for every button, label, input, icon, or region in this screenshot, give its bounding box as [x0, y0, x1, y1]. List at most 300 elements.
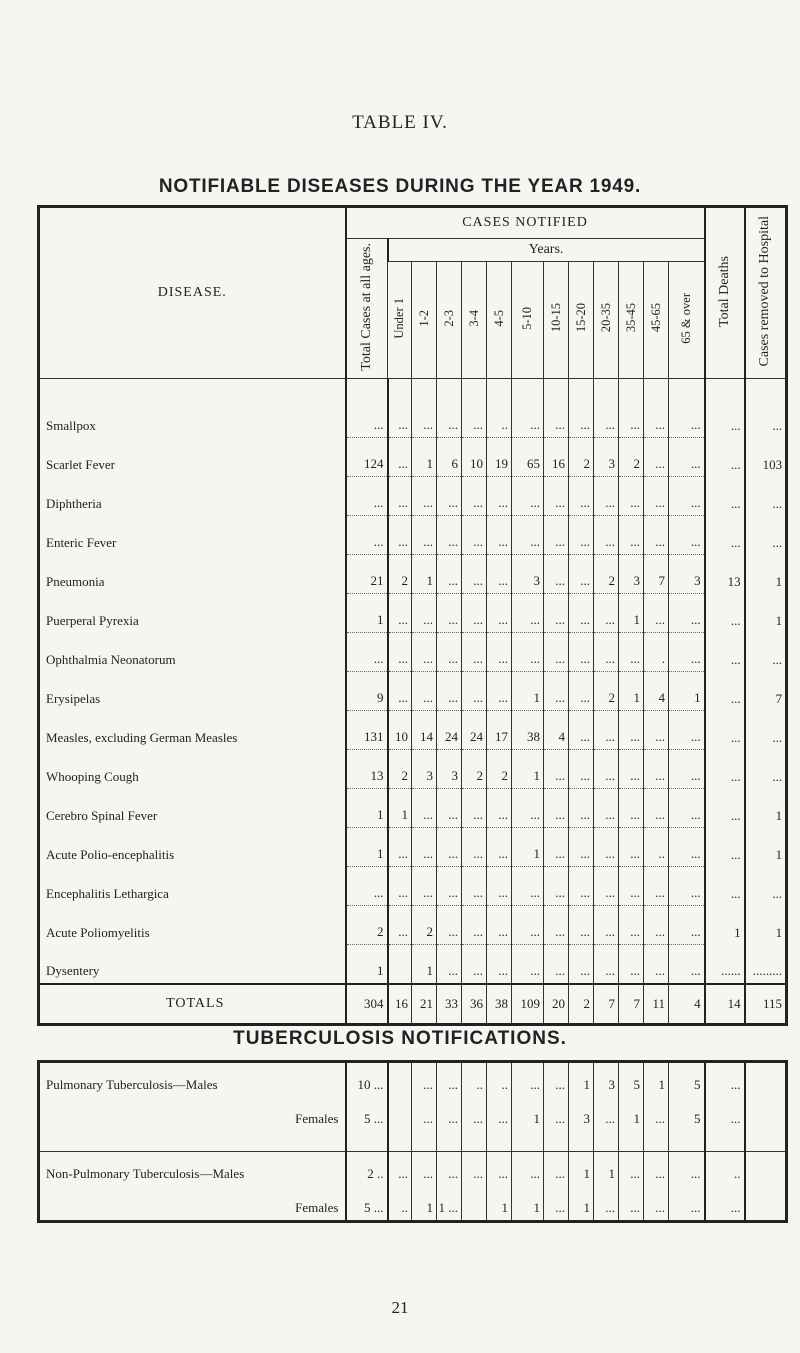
- table-cell: ...: [705, 828, 745, 867]
- table-cell: ...: [437, 1062, 462, 1098]
- table-cell: ...: [619, 906, 644, 945]
- table-cell: ...: [544, 750, 569, 789]
- tb-category-name: Pulmonary Tuberculosis—Males: [39, 1062, 346, 1098]
- table-cell: ...: [569, 750, 594, 789]
- table-cell: 3: [437, 750, 462, 789]
- table-cell: 65: [512, 438, 544, 477]
- table-cell: ...: [619, 477, 644, 516]
- table-row: [39, 906, 787, 945]
- table-cell: ...: [705, 477, 745, 516]
- disease-name: Pneumonia: [39, 555, 346, 594]
- table-row: [39, 516, 787, 555]
- table-cell: 2: [412, 906, 437, 945]
- total-cell: 304: [346, 984, 388, 1025]
- total-cell: 7: [619, 984, 644, 1025]
- table-row: [39, 828, 787, 867]
- table-cell: 5: [669, 1062, 705, 1098]
- table-cell: 2: [346, 906, 388, 945]
- table-cell: ...: [462, 867, 487, 906]
- disease-name: Smallpox: [39, 399, 346, 438]
- table-cell: ...: [487, 477, 512, 516]
- table-cell: ...: [437, 789, 462, 828]
- table-cell: ...: [388, 594, 412, 633]
- table-cell: ...: [669, 867, 705, 906]
- table-cell: ...: [512, 945, 544, 985]
- table-cell: ...: [705, 438, 745, 477]
- table-cell: 131: [346, 711, 388, 750]
- total-cell: 4: [669, 984, 705, 1025]
- table-cell: ...: [619, 750, 644, 789]
- table-cell: ...: [669, 1186, 705, 1222]
- table-cell: ...: [594, 1186, 619, 1222]
- age-column-header: 10-15: [544, 262, 569, 379]
- table-cell: 3: [594, 1062, 619, 1098]
- table-cell: 10: [388, 711, 412, 750]
- table-cell: ...: [544, 477, 569, 516]
- table-cell: ...: [644, 438, 669, 477]
- disease-name: Diphtheria: [39, 477, 346, 516]
- table-cell: 10: [462, 438, 487, 477]
- table-cell: ...: [705, 1062, 745, 1098]
- table-cell: ...: [388, 477, 412, 516]
- table-cell: ...: [487, 594, 512, 633]
- total-cell: 11: [644, 984, 669, 1025]
- table-cell: ...: [487, 945, 512, 985]
- age-column-header: 35-45: [619, 262, 644, 379]
- table-cell: [462, 1186, 487, 1222]
- table-cell: ...: [437, 516, 462, 555]
- table-cell: ...: [437, 1152, 462, 1187]
- table-cell: ..: [388, 1186, 412, 1222]
- table-cell: ...: [437, 555, 462, 594]
- table-cell: ...: [745, 711, 787, 750]
- table-row: [39, 867, 787, 906]
- table-cell: 5: [619, 1062, 644, 1098]
- table-cell: ...: [512, 594, 544, 633]
- page-number: 21: [391, 1298, 409, 1317]
- table-cell: ...: [669, 399, 705, 438]
- table-cell: 1: [412, 438, 437, 477]
- table-row: [39, 555, 787, 594]
- table-cell: ...: [644, 906, 669, 945]
- table-cell: ...: [745, 399, 787, 438]
- table-cell: ...: [594, 750, 619, 789]
- table-cell: ...: [388, 633, 412, 672]
- table-cell: ...: [388, 516, 412, 555]
- table-cell: ...: [512, 906, 544, 945]
- table-cell: 1: [745, 789, 787, 828]
- table-cell: ...: [669, 1152, 705, 1187]
- table-cell: ...: [487, 633, 512, 672]
- table-cell: 1: [346, 594, 388, 633]
- table-cell: ...: [569, 789, 594, 828]
- table-cell: ...: [745, 633, 787, 672]
- table-row: [39, 1186, 787, 1222]
- table-cell: ...: [487, 672, 512, 711]
- table-cell: ...: [669, 516, 705, 555]
- table-cell: 1: [512, 828, 544, 867]
- table-cell: ...: [705, 1186, 745, 1222]
- disease-name: Ophthalmia Neonatorum: [39, 633, 346, 672]
- table-cell: 10 ...: [346, 1062, 388, 1098]
- table-cell: ...: [644, 867, 669, 906]
- table-cell: ...: [669, 594, 705, 633]
- totals-row: [39, 984, 787, 1025]
- table-cell: ...: [462, 789, 487, 828]
- table-cell: ...: [594, 633, 619, 672]
- table-cell: ...: [487, 555, 512, 594]
- table-cell: ...: [412, 399, 437, 438]
- table-cell: 38: [512, 711, 544, 750]
- table-cell: ...: [346, 867, 388, 906]
- disease-name: Puerperal Pyrexia: [39, 594, 346, 633]
- table-cell: ...: [669, 750, 705, 789]
- tuberculosis-title: TUBERCULOSIS NOTIFICATIONS.: [233, 1028, 567, 1049]
- table-cell: ...: [594, 399, 619, 438]
- totals-label: TOTALS: [39, 984, 346, 1025]
- table-row: [39, 711, 787, 750]
- table-cell: 4: [644, 672, 669, 711]
- table-cell: 3: [569, 1097, 594, 1131]
- table-cell: ...: [569, 828, 594, 867]
- years-header: Years.: [388, 239, 705, 262]
- table-cell: 1: [745, 555, 787, 594]
- table-cell: [388, 1062, 412, 1098]
- total-cell: 36: [462, 984, 487, 1025]
- age-column-header: 3-4: [462, 262, 487, 379]
- table-cell: 2: [594, 555, 619, 594]
- table-cell: ...: [745, 516, 787, 555]
- total-cell: 115: [745, 984, 787, 1025]
- table-cell: ..: [487, 1062, 512, 1098]
- table-cell: 2: [462, 750, 487, 789]
- table-cell: ...: [346, 477, 388, 516]
- table-cell: 1: [569, 1186, 594, 1222]
- table-cell: 2 ..: [346, 1152, 388, 1187]
- table-cell: ...: [544, 1097, 569, 1131]
- table-row: [39, 438, 787, 477]
- table-cell: ...: [544, 828, 569, 867]
- table-cell: ...: [437, 399, 462, 438]
- table-cell: ...: [745, 867, 787, 906]
- table-cell: ...: [512, 477, 544, 516]
- table-cell: ...: [669, 945, 705, 985]
- table-cell: ...: [487, 906, 512, 945]
- table-cell: 1: [512, 750, 544, 789]
- table-cell: ...: [437, 672, 462, 711]
- table-cell: 1: [569, 1152, 594, 1187]
- table-cell: ...: [412, 828, 437, 867]
- table-cell: ...: [462, 828, 487, 867]
- table-cell: ...: [412, 1152, 437, 1187]
- table-cell: ...: [594, 867, 619, 906]
- table-cell: ...: [437, 906, 462, 945]
- table-cell: ...: [487, 867, 512, 906]
- table-cell: ...: [569, 633, 594, 672]
- table-cell: ...: [705, 867, 745, 906]
- table-cell: ...: [619, 633, 644, 672]
- table-cell: ...: [619, 1152, 644, 1187]
- table-cell: ...: [437, 1097, 462, 1131]
- table-cell: ...: [412, 633, 437, 672]
- table-cell: ...: [569, 945, 594, 985]
- table-cell: ...: [512, 633, 544, 672]
- table-cell: ...: [487, 1152, 512, 1187]
- table-cell: ...: [412, 594, 437, 633]
- table-cell: 1: [412, 555, 437, 594]
- table-cell: [388, 945, 412, 985]
- table-cell: ...: [594, 945, 619, 985]
- total-cell: 21: [412, 984, 437, 1025]
- table-cell: 9: [346, 672, 388, 711]
- table-cell: 13: [346, 750, 388, 789]
- table-row: [39, 750, 787, 789]
- table-cell: ...: [669, 828, 705, 867]
- table-cell: ...: [669, 789, 705, 828]
- table-cell: 14: [412, 711, 437, 750]
- table-row: [39, 399, 787, 438]
- table-cell: 2: [388, 555, 412, 594]
- table-cell: .: [644, 633, 669, 672]
- table-cell: 1: [512, 1186, 544, 1222]
- table-cell: ...: [412, 789, 437, 828]
- table-cell: ...: [346, 633, 388, 672]
- table-cell: ..: [644, 828, 669, 867]
- table-cell: ...: [644, 711, 669, 750]
- table-cell: .........: [745, 945, 787, 985]
- table-cell: ...: [437, 828, 462, 867]
- table-cell: ...: [569, 906, 594, 945]
- table-cell: ...: [669, 906, 705, 945]
- table-cell: 1: [487, 1186, 512, 1222]
- table-cell: ...: [388, 867, 412, 906]
- table-row: [39, 633, 787, 672]
- table-cell: ...: [437, 477, 462, 516]
- disease-name: Dysentery: [39, 945, 346, 985]
- table-cell: 1: [346, 945, 388, 985]
- table-cell: ...: [512, 867, 544, 906]
- table-cell: 19: [487, 438, 512, 477]
- table-cell: ...: [462, 594, 487, 633]
- table-cell: ...: [705, 711, 745, 750]
- table-cell: 24: [462, 711, 487, 750]
- disease-name: Whooping Cough: [39, 750, 346, 789]
- table-cell: 3: [669, 555, 705, 594]
- table-row: [39, 945, 787, 985]
- age-column-header: 20-35: [594, 262, 619, 379]
- table-row: [39, 477, 787, 516]
- table-cell: ...: [544, 945, 569, 985]
- table-cell: ...: [412, 672, 437, 711]
- table-cell: ...: [544, 789, 569, 828]
- table-cell: ...: [544, 516, 569, 555]
- table-cell: 1: [512, 1097, 544, 1131]
- table-cell: 2: [619, 438, 644, 477]
- table-cell: 6: [437, 438, 462, 477]
- tuberculosis-table: [37, 1060, 788, 1223]
- table-cell: 5 ...: [346, 1097, 388, 1131]
- disease-name: Acute Polio-encephalitis: [39, 828, 346, 867]
- table-cell: 7: [644, 555, 669, 594]
- table-cell: ...: [388, 438, 412, 477]
- table-cell: ..: [462, 1062, 487, 1098]
- table-cell: 24: [437, 711, 462, 750]
- table-cell: ...: [388, 672, 412, 711]
- table-cell: 124: [346, 438, 388, 477]
- table-cell: 103: [745, 438, 787, 477]
- table-cell: ...: [569, 399, 594, 438]
- table-cell: 17: [487, 711, 512, 750]
- table-cell: 1: [644, 1062, 669, 1098]
- total-cell: 109: [512, 984, 544, 1025]
- table-cell: ...: [544, 594, 569, 633]
- table-cell: ...: [705, 594, 745, 633]
- age-column-header: 45-65: [644, 262, 669, 379]
- table-cell: ...: [619, 1186, 644, 1222]
- table-cell: ...: [412, 1097, 437, 1131]
- table-cell: ...: [705, 633, 745, 672]
- table-cell: ...: [644, 789, 669, 828]
- cases-notified-header: CASES NOTIFIED: [346, 207, 705, 239]
- table-cell: ...: [462, 555, 487, 594]
- table-cell: ...: [346, 516, 388, 555]
- table-cell: 1: [619, 672, 644, 711]
- age-column-header: 2-3: [437, 262, 462, 379]
- table-cell: ...: [412, 1062, 437, 1098]
- table-cell: 4: [544, 711, 569, 750]
- table-cell: ...: [412, 516, 437, 555]
- table-cell: 3: [594, 438, 619, 477]
- hospital-removed-header: Cases removed to Hospital: [745, 207, 787, 379]
- table-cell: ...: [669, 711, 705, 750]
- table-cell: ...: [669, 633, 705, 672]
- table-cell: 1: [619, 1097, 644, 1131]
- tb-category-name: Females: [39, 1097, 346, 1131]
- table-cell: ...: [669, 477, 705, 516]
- age-column-header: 65 & over: [669, 262, 705, 379]
- table-cell: 3: [619, 555, 644, 594]
- table-cell: 2: [487, 750, 512, 789]
- table-cell: 1: [346, 789, 388, 828]
- table-cell: ...: [512, 1062, 544, 1098]
- table-cell: ...: [594, 594, 619, 633]
- table-row: [39, 1097, 787, 1131]
- table-cell: ...: [619, 711, 644, 750]
- table-cell: ...: [412, 477, 437, 516]
- table-cell: 2: [569, 438, 594, 477]
- total-cell: 7: [594, 984, 619, 1025]
- table-cell: 1: [619, 594, 644, 633]
- table-cell: ...: [619, 399, 644, 438]
- table-cell: 1: [745, 906, 787, 945]
- table-cell: ...: [594, 477, 619, 516]
- table-cell: ...: [644, 945, 669, 985]
- table-cell: 2: [388, 750, 412, 789]
- table-cell: ..: [487, 399, 512, 438]
- table-row: [39, 1152, 787, 1187]
- table-cell: 1: [745, 828, 787, 867]
- table-row: [39, 594, 787, 633]
- table-cell: 7: [745, 672, 787, 711]
- table-cell: ...: [644, 516, 669, 555]
- table-cell: ...: [462, 945, 487, 985]
- table-cell: ...: [437, 633, 462, 672]
- table-cell: ...: [412, 867, 437, 906]
- age-column-header: 5-10: [512, 262, 544, 379]
- tb-category-name: Non-Pulmonary Tuberculosis—Males: [39, 1152, 346, 1187]
- table-cell: ...: [569, 477, 594, 516]
- table-cell: ...: [745, 477, 787, 516]
- table-cell: 1: [594, 1152, 619, 1187]
- table-cell: ...: [705, 750, 745, 789]
- table-cell: ...: [569, 672, 594, 711]
- table-cell: ...: [644, 750, 669, 789]
- table-cell: ...: [705, 1097, 745, 1131]
- table-cell: ...: [487, 1097, 512, 1131]
- table-cell: ...: [512, 516, 544, 555]
- table-cell: ...: [487, 789, 512, 828]
- table-cell: ...: [705, 516, 745, 555]
- table-cell: ...: [705, 399, 745, 438]
- total-cell: 38: [487, 984, 512, 1025]
- table-cell: 1: [412, 945, 437, 985]
- table-row: [39, 672, 787, 711]
- table-cell: 1 ...: [437, 1186, 462, 1222]
- table-cell: ...: [644, 1152, 669, 1187]
- table-cell: ...: [388, 399, 412, 438]
- disease-name: Acute Poliomyelitis: [39, 906, 346, 945]
- table-cell: ...: [544, 906, 569, 945]
- table-cell: ...: [594, 789, 619, 828]
- table-cell: 16: [544, 438, 569, 477]
- table-cell: ...: [462, 399, 487, 438]
- table-cell: ...: [437, 945, 462, 985]
- table-cell: ...: [544, 399, 569, 438]
- table-cell: ...: [569, 555, 594, 594]
- tb-category-name: Females: [39, 1186, 346, 1222]
- table-cell: ...: [644, 477, 669, 516]
- table-cell: ...: [594, 828, 619, 867]
- table-cell: ...: [462, 477, 487, 516]
- table-cell: ...: [544, 633, 569, 672]
- table-cell: ...: [644, 1097, 669, 1131]
- table-cell: ...: [594, 1097, 619, 1131]
- total-cell: 16: [388, 984, 412, 1025]
- table-cell: ...: [388, 906, 412, 945]
- table-cell: ...: [644, 1186, 669, 1222]
- table-cell: ...: [619, 945, 644, 985]
- table-cell: 5: [669, 1097, 705, 1131]
- table-cell: ...: [437, 594, 462, 633]
- total-deaths-header: Total Deaths: [705, 207, 745, 379]
- table-cell: ...: [594, 516, 619, 555]
- table-cell: ...: [346, 399, 388, 438]
- table-cell: ...: [462, 1097, 487, 1131]
- table-cell: ...: [745, 750, 787, 789]
- table-cell: ...: [619, 867, 644, 906]
- disease-name: Erysipelas: [39, 672, 346, 711]
- total-cell: 14: [705, 984, 745, 1025]
- table-cell: 3: [512, 555, 544, 594]
- total-cell: 33: [437, 984, 462, 1025]
- table-cell: 2: [594, 672, 619, 711]
- table-cell: ...: [462, 906, 487, 945]
- disease-name: Scarlet Fever: [39, 438, 346, 477]
- disease-name: Encephalitis Lethargica: [39, 867, 346, 906]
- table-cell: ...: [437, 867, 462, 906]
- table-row: [39, 789, 787, 828]
- table-cell: ...: [569, 867, 594, 906]
